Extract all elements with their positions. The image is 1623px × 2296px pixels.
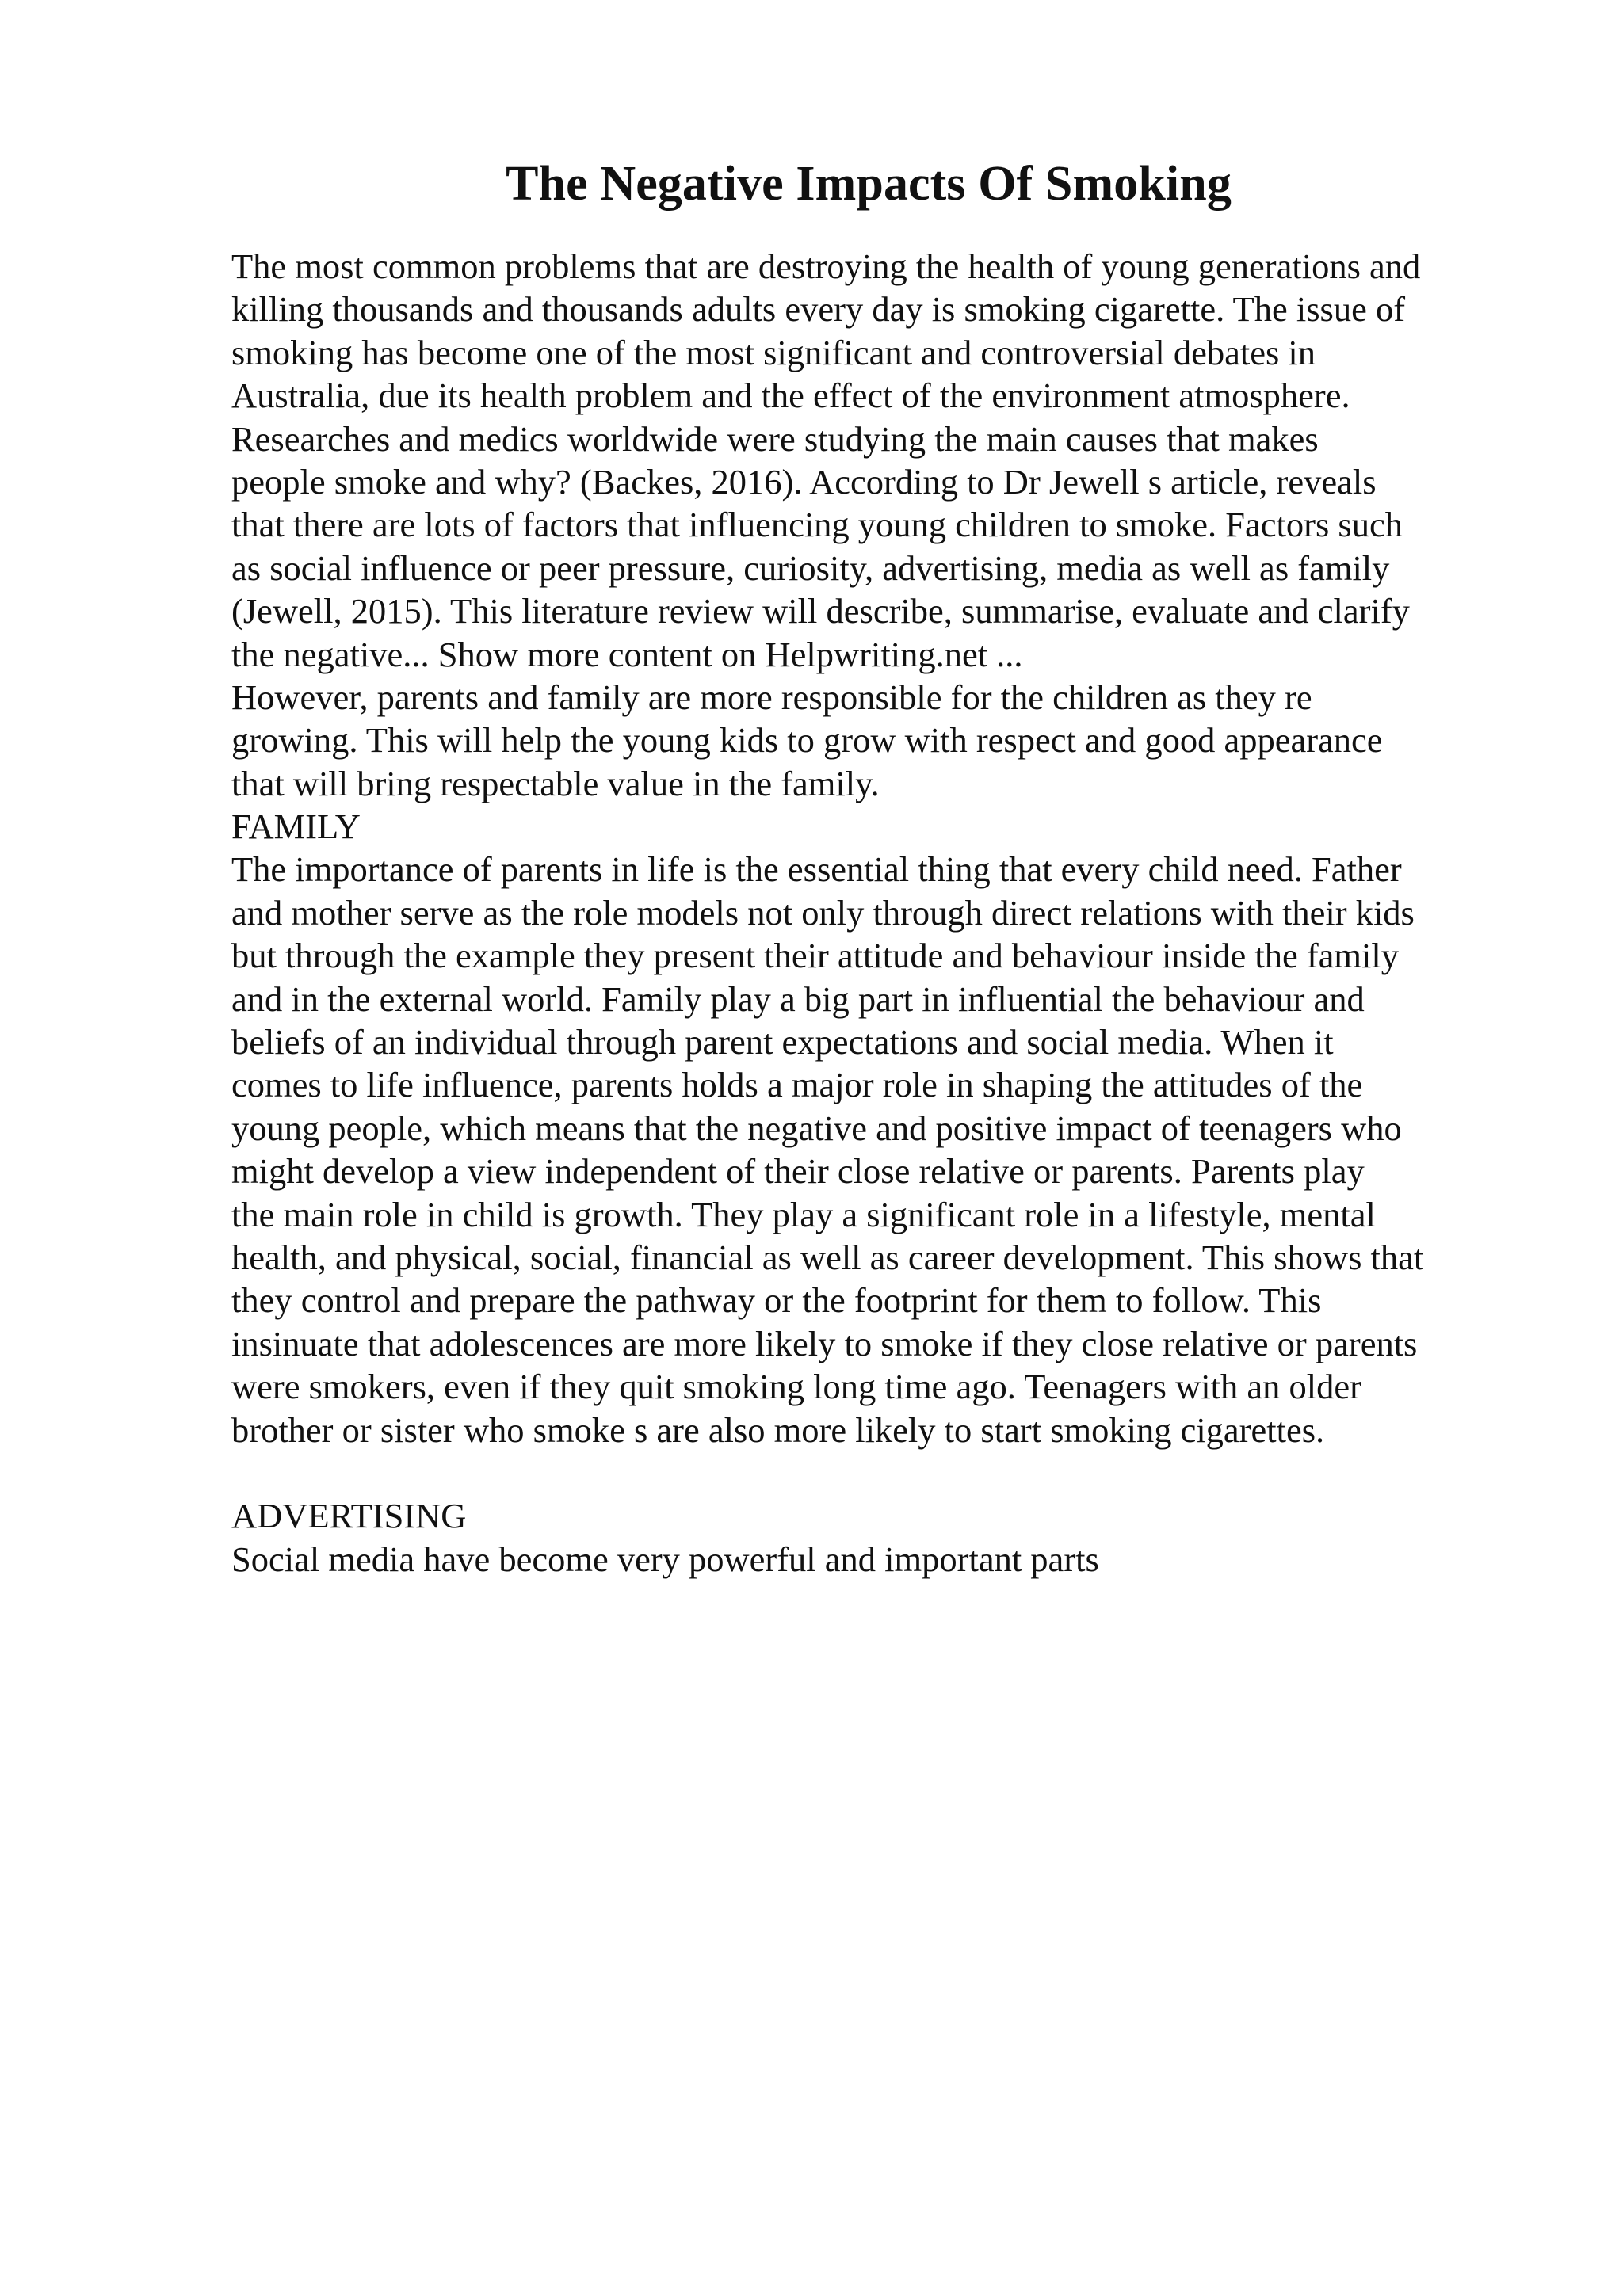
body-text-line: The most common problems that are destroying the health of young generations and (231, 246, 1421, 286)
body-text-line: people smoke and why? (Backes, 2016). According to Dr Jewell s article, reveals (231, 461, 1377, 502)
body-text-line: young people, which means that the negative and positive impact of teenagers who (231, 1108, 1402, 1148)
section-heading: FAMILY (231, 807, 361, 847)
body-text-line: they control and prepare the pathway or the footprint for them to follow. This (231, 1280, 1322, 1321)
body-text-line: killing thousands and thousands adults every day is smoking cigarette. The issue of (231, 289, 1406, 330)
body-text-line: the negative... Show more content on Helpwriting.net ... (231, 634, 1023, 674)
body-text-line: the main role in child is growth. They play a significant role in a lifestyle, mental (231, 1194, 1376, 1234)
body-text-line: as social influence or peer pressure, curiosity, advertising, media as well as family (231, 547, 1390, 588)
body-text-line: (Jewell, 2015). This literature review will describe, summarise, evaluate and clarify (231, 591, 1410, 631)
body-text-line: smoking has become one of the most significant and controversial debates in (231, 332, 1316, 372)
body-text-line: Australia, due its health problem and the effect of the environment atmosphere. (231, 376, 1350, 416)
body-text-line: beliefs of an individual through parent expectations and social media. When it (231, 1022, 1334, 1062)
body-text-line: comes to life influence, parents holds a major role in shaping the attitudes of the (231, 1065, 1363, 1105)
body-text-line: and in the external world. Family play a big part in influential the behaviour and (231, 978, 1365, 1019)
body-text-line: health, and physical, social, financial as well as career development. This shows that (231, 1237, 1424, 1277)
body-text-line: Researches and medics worldwide were studying the main causes that makes (231, 418, 1319, 459)
body-text-line: were smokers, even if they quit smoking long time ago. Teenagers with an older (231, 1367, 1361, 1407)
document-body (231, 245, 1499, 1581)
blank-line (231, 1451, 1499, 1494)
document-title: The Negative Impacts Of Smoking (506, 157, 1232, 211)
body-text-line: growing. This will help the young kids to grow with respect and good appearance (231, 720, 1383, 761)
body-text-line: might develop a view independent of their close relative or parents. Parents play (231, 1151, 1365, 1192)
section-heading: ADVERTISING (231, 1496, 467, 1536)
body-text-line: Social media have become very powerful and important parts (231, 1539, 1099, 1579)
body-text-line: and mother serve as the role models not only through direct relations with their kids (231, 892, 1415, 933)
body-text-line: The importance of parents in life is the essential thing that every child need. Father (231, 849, 1402, 890)
body-text-line: brother or sister who smoke s are also more likely to start smoking cigarettes. (231, 1409, 1325, 1450)
body-text-line: However, parents and family are more responsible for the children as they re (231, 677, 1312, 717)
body-text-line: but through the example they present their attitude and behaviour inside the family (231, 936, 1400, 976)
body-text-line: that there are lots of factors that influencing young children to smoke. Factors such (231, 505, 1403, 545)
body-text-line: that will bring respectable value in the family. (231, 763, 880, 803)
body-text-line: insinuate that adolescences are more likely to smoke if they close relative or parents (231, 1323, 1418, 1363)
